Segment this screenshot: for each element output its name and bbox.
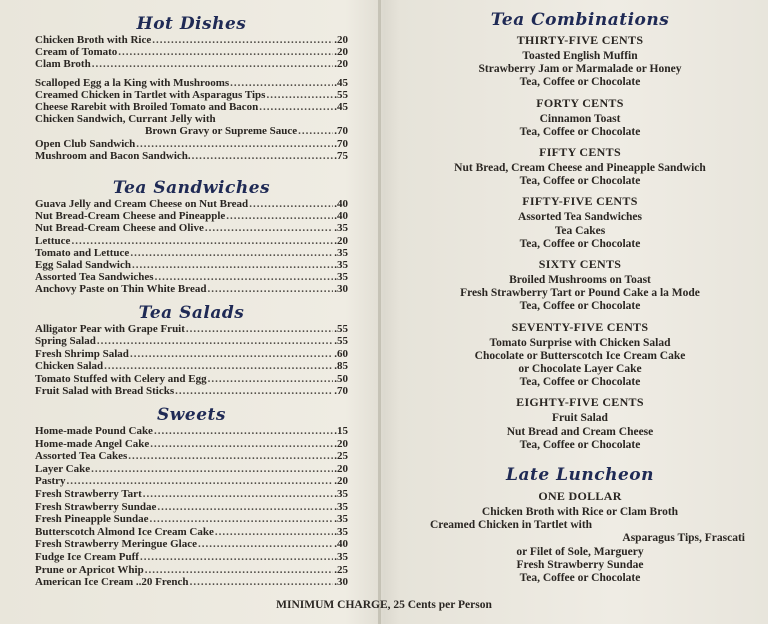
item-name: Anchovy Paste on Thin White Bread xyxy=(35,283,207,296)
tier-price: EIGHTY-FIVE CENTS xyxy=(516,395,644,410)
item-price: .35 xyxy=(334,222,348,235)
item-price: .55 xyxy=(334,323,348,335)
item-name: Nut Bread-Cream Cheese and Olive xyxy=(35,222,204,235)
item-name: Spring Salad xyxy=(35,335,96,348)
dot-leader xyxy=(298,125,333,137)
menu-item xyxy=(35,348,348,360)
menu-item xyxy=(35,210,348,222)
item-price: .20 xyxy=(334,437,348,450)
menu-item xyxy=(35,235,348,247)
item-name: Prune or Apricot Whip xyxy=(35,563,144,576)
dot-leader xyxy=(205,222,333,234)
dot-leader xyxy=(130,247,333,259)
item-price: .55 xyxy=(334,335,348,348)
menu-item xyxy=(35,538,348,551)
menu-section xyxy=(35,303,348,397)
item-name: Assorted Tea Cakes xyxy=(35,450,128,463)
item-name: Fresh Shrimp Salad xyxy=(35,347,129,360)
tier-item: Tea, Coffee or Chocolate xyxy=(519,300,641,313)
tier-item: Tea, Coffee or Chocolate xyxy=(519,237,641,250)
tier-item: Tea, Coffee or Chocolate xyxy=(519,125,641,138)
item-price: .60 xyxy=(334,347,348,360)
item-name: Cream of Tomato xyxy=(35,46,118,59)
tier-item: Nut Bread and Cream Cheese xyxy=(506,425,654,438)
tea-combination-tier xyxy=(400,145,760,188)
item-price: .20 xyxy=(334,34,348,46)
menu-item xyxy=(35,101,348,113)
tea-combinations-heading: Tea Combinations xyxy=(490,10,670,30)
tea-combination-tier xyxy=(400,194,760,251)
menu-item xyxy=(35,34,348,46)
tier-item: Cinnamon Toast xyxy=(539,112,621,125)
late-luncheon-heading: Late Luncheon xyxy=(506,465,654,485)
menu-item xyxy=(35,385,348,397)
dot-leader xyxy=(118,46,333,58)
minimum-charge: MINIMUM CHARGE, 25 Cents per Person xyxy=(276,599,492,611)
dot-leader xyxy=(132,259,333,271)
dot-leader xyxy=(150,513,334,526)
menu-item xyxy=(35,360,348,372)
dot-leader xyxy=(157,501,333,514)
menu-item xyxy=(35,283,348,295)
menu-item xyxy=(35,425,348,438)
luncheon-item: or Filet of Sole, Marguery xyxy=(516,545,644,558)
late-luncheon-price: ONE DOLLAR xyxy=(538,489,622,503)
tier-item: Assorted Tea Sandwiches xyxy=(518,211,642,224)
item-price: .70 xyxy=(334,125,348,138)
menu-item xyxy=(35,475,348,488)
item-price: .50 xyxy=(334,372,348,385)
menu-item xyxy=(35,46,348,58)
late-luncheon-section xyxy=(400,465,760,585)
tier-item: Tea, Coffee or Chocolate xyxy=(519,438,641,451)
item-price: .20 xyxy=(334,58,348,71)
dot-leader xyxy=(186,323,333,335)
item-price: .40 xyxy=(334,198,348,210)
dot-leader xyxy=(143,488,334,501)
tier-item: Fruit Salad xyxy=(552,412,608,425)
dot-leader xyxy=(136,138,333,150)
item-price: .35 xyxy=(334,525,348,538)
dot-leader xyxy=(208,373,334,385)
item-price: .40 xyxy=(334,210,348,223)
menu-item xyxy=(35,198,348,210)
item-name: Fresh Strawberry Sundae xyxy=(35,500,157,513)
tier-item: Chocolate or Butterscotch Ice Cream Cake xyxy=(474,349,686,362)
item-price: .30 xyxy=(334,283,348,296)
menu-item xyxy=(35,150,348,162)
dot-leader xyxy=(104,360,333,372)
item-price: .15 xyxy=(334,425,348,437)
menu-item xyxy=(35,488,348,501)
item-price: .35 xyxy=(334,259,348,272)
item-name: Home-made Pound Cake xyxy=(35,425,153,437)
item-name: Fresh Pineapple Sundae xyxy=(35,513,149,526)
dot-leader xyxy=(190,576,334,589)
tea-combination-tier xyxy=(400,320,760,390)
menu-item xyxy=(35,450,348,463)
item-price: .35 xyxy=(334,550,348,563)
dot-leader xyxy=(175,385,333,397)
dot-leader xyxy=(150,438,333,451)
menu-item xyxy=(35,551,348,564)
item-name: Assorted Tea Sandwiches xyxy=(35,271,154,284)
section-heading: Sweets xyxy=(157,405,226,425)
menu-item xyxy=(35,335,348,347)
item-name: Mushroom and Bacon Sandwich. xyxy=(35,149,191,162)
dot-leader xyxy=(155,271,334,283)
menu-item xyxy=(35,513,348,526)
item-name: Chicken Sandwich, Currant Jelly with xyxy=(35,113,216,126)
item-price: .75 xyxy=(334,149,348,162)
dot-leader xyxy=(145,564,334,577)
menu-item xyxy=(35,373,348,385)
tier-item: or Chocolate Layer Cake xyxy=(518,363,642,376)
dot-leader xyxy=(97,335,333,347)
dot-leader xyxy=(192,150,334,162)
menu-item xyxy=(35,125,348,137)
dot-leader xyxy=(266,89,333,101)
dot-leader xyxy=(259,101,333,113)
item-price: .20 xyxy=(334,462,348,475)
tea-combinations-section xyxy=(400,10,760,458)
dot-leader xyxy=(92,58,334,70)
item-name: Guava Jelly and Cream Cheese on Nut Bread xyxy=(35,198,249,210)
dot-leader xyxy=(154,425,333,438)
item-name: Cheese Rarebit with Broiled Tomato and Bacon xyxy=(35,101,259,114)
item-price: .55 xyxy=(334,88,348,101)
tier-item: Tea, Coffee or Chocolate xyxy=(519,76,641,89)
menu-item xyxy=(35,463,348,476)
menu-item xyxy=(35,501,348,514)
tier-item: Tea Cakes xyxy=(554,224,606,237)
luncheon-item: Tea, Coffee or Chocolate xyxy=(519,572,641,585)
dot-leader xyxy=(207,283,333,295)
item-price: .40 xyxy=(334,538,348,551)
menu-item xyxy=(35,564,348,577)
tea-combination-tier xyxy=(400,395,760,452)
item-name: Pastry xyxy=(35,475,66,488)
menu-section xyxy=(35,14,348,162)
item-name: Chicken Salad xyxy=(35,360,104,373)
item-name: Clam Broth xyxy=(35,58,91,71)
menu-section xyxy=(35,178,348,296)
section-heading: Hot Dishes xyxy=(136,14,247,34)
tier-price: SEVENTY-FIVE CENTS xyxy=(511,319,649,334)
dot-leader xyxy=(215,526,333,539)
tier-price: SIXTY CENTS xyxy=(538,257,622,272)
menu-section xyxy=(35,405,348,589)
menu-item xyxy=(35,89,348,101)
tea-combination-tier xyxy=(400,257,760,314)
tier-price: THIRTY-FIVE CENTS xyxy=(516,33,644,47)
tier-price: FORTY CENTS xyxy=(536,95,624,110)
luncheon-item: Fresh Strawberry Sundae xyxy=(516,558,644,571)
tier-item: Broiled Mushrooms on Toast xyxy=(509,274,651,287)
section-heading: Tea Sandwiches xyxy=(112,178,271,198)
tier-item: Strawberry Jam or Marmalade or Honey xyxy=(478,63,682,76)
luncheon-item: Chicken Broth with Rice or Clam Broth xyxy=(481,506,679,518)
item-name: Layer Cake xyxy=(35,462,91,475)
dot-leader xyxy=(249,198,333,210)
item-price: .35 xyxy=(334,246,348,259)
item-price: .20 xyxy=(334,234,348,247)
dot-leader xyxy=(198,538,333,551)
menu-item xyxy=(35,113,348,125)
dot-leader xyxy=(140,551,333,564)
tier-item: Tea, Coffee or Chocolate xyxy=(519,175,641,188)
tier-price: FIFTY-FIVE CENTS xyxy=(522,194,638,209)
tea-combination-tier xyxy=(400,96,760,139)
luncheon-item: Asparagus Tips, Frascati xyxy=(622,532,745,545)
item-price: .45 xyxy=(334,76,348,89)
menu-item xyxy=(35,222,348,234)
page-fold xyxy=(378,0,381,624)
item-name: Alligator Pear with Grape Fruit xyxy=(35,323,185,335)
menu-item xyxy=(35,526,348,539)
dot-leader xyxy=(67,475,334,488)
item-name: Chicken Broth with Rice xyxy=(35,34,152,46)
tea-combination-tier xyxy=(400,33,760,90)
item-name: Nut Bread-Cream Cheese and Pineapple xyxy=(35,210,226,223)
menu-item xyxy=(35,77,348,89)
item-price: .35 xyxy=(334,487,348,500)
item-price: .25 xyxy=(334,450,348,463)
item-name: Lettuce xyxy=(35,234,71,247)
menu-item xyxy=(35,58,348,70)
item-price: .85 xyxy=(334,360,348,373)
item-name: Tomato Stuffed with Celery and Egg xyxy=(35,372,207,385)
item-name: Fresh Strawberry Meringue Glace xyxy=(35,538,198,551)
menu-item xyxy=(35,438,348,451)
dot-leader xyxy=(230,77,333,89)
tier-item: Toasted English Muffin xyxy=(522,50,638,62)
item-name: Open Club Sandwich xyxy=(35,137,136,150)
dot-leader xyxy=(71,235,333,247)
tier-item: Nut Bread, Cream Cheese and Pineapple Sandwich xyxy=(454,162,706,175)
item-name: Fruit Salad with Bread Sticks xyxy=(35,385,175,398)
item-price: .20 xyxy=(334,46,348,59)
item-price: .25 xyxy=(334,563,348,576)
dot-leader xyxy=(91,463,333,476)
item-price: .45 xyxy=(334,101,348,114)
tier-item: Tomato Surprise with Chicken Salad xyxy=(489,336,671,349)
item-name: Tomato and Lettuce xyxy=(35,246,130,259)
tier-price: FIFTY CENTS xyxy=(539,145,621,160)
tier-item: Fresh Strawberry Tart or Pound Cake a la Mode xyxy=(460,287,700,300)
menu-item xyxy=(35,259,348,271)
item-price: .70 xyxy=(334,137,348,150)
item-name: Egg Salad Sandwich xyxy=(35,259,131,272)
tier-item: Tea, Coffee or Chocolate xyxy=(519,376,641,389)
dot-leader xyxy=(226,210,333,222)
item-price: .20 xyxy=(334,475,348,488)
menu-item xyxy=(35,323,348,335)
item-price: .35 xyxy=(334,500,348,513)
item-price: .35 xyxy=(334,513,348,526)
item-name: Butterscotch Almond Ice Cream Cake xyxy=(35,525,214,538)
section-heading: Tea Salads xyxy=(138,303,245,323)
item-name: Creamed Chicken in Tartlet with Asparagus Tips xyxy=(35,88,266,101)
item-price: .70 xyxy=(334,385,348,398)
item-name: Fudge Ice Cream Puff xyxy=(35,550,139,563)
dot-leader xyxy=(152,34,333,46)
item-name: Scalloped Egg a la King with Mushrooms xyxy=(35,76,230,89)
dot-leader xyxy=(128,450,333,463)
item-name: American Ice Cream ..20 French xyxy=(35,576,189,589)
menu-item xyxy=(35,247,348,259)
item-name: Home-made Angel Cake xyxy=(35,437,150,450)
menu-item xyxy=(35,138,348,150)
menu-item xyxy=(35,271,348,283)
item-price: .35 xyxy=(334,271,348,284)
item-name: Brown Gravy or Supreme Sauce xyxy=(145,125,298,138)
item-name: Fresh Strawberry Tart xyxy=(35,487,142,500)
item-price: .30 xyxy=(334,576,348,589)
dot-leader xyxy=(130,348,333,360)
luncheon-item: Creamed Chicken in Tartlet with xyxy=(430,519,593,532)
menu-item xyxy=(35,576,348,589)
